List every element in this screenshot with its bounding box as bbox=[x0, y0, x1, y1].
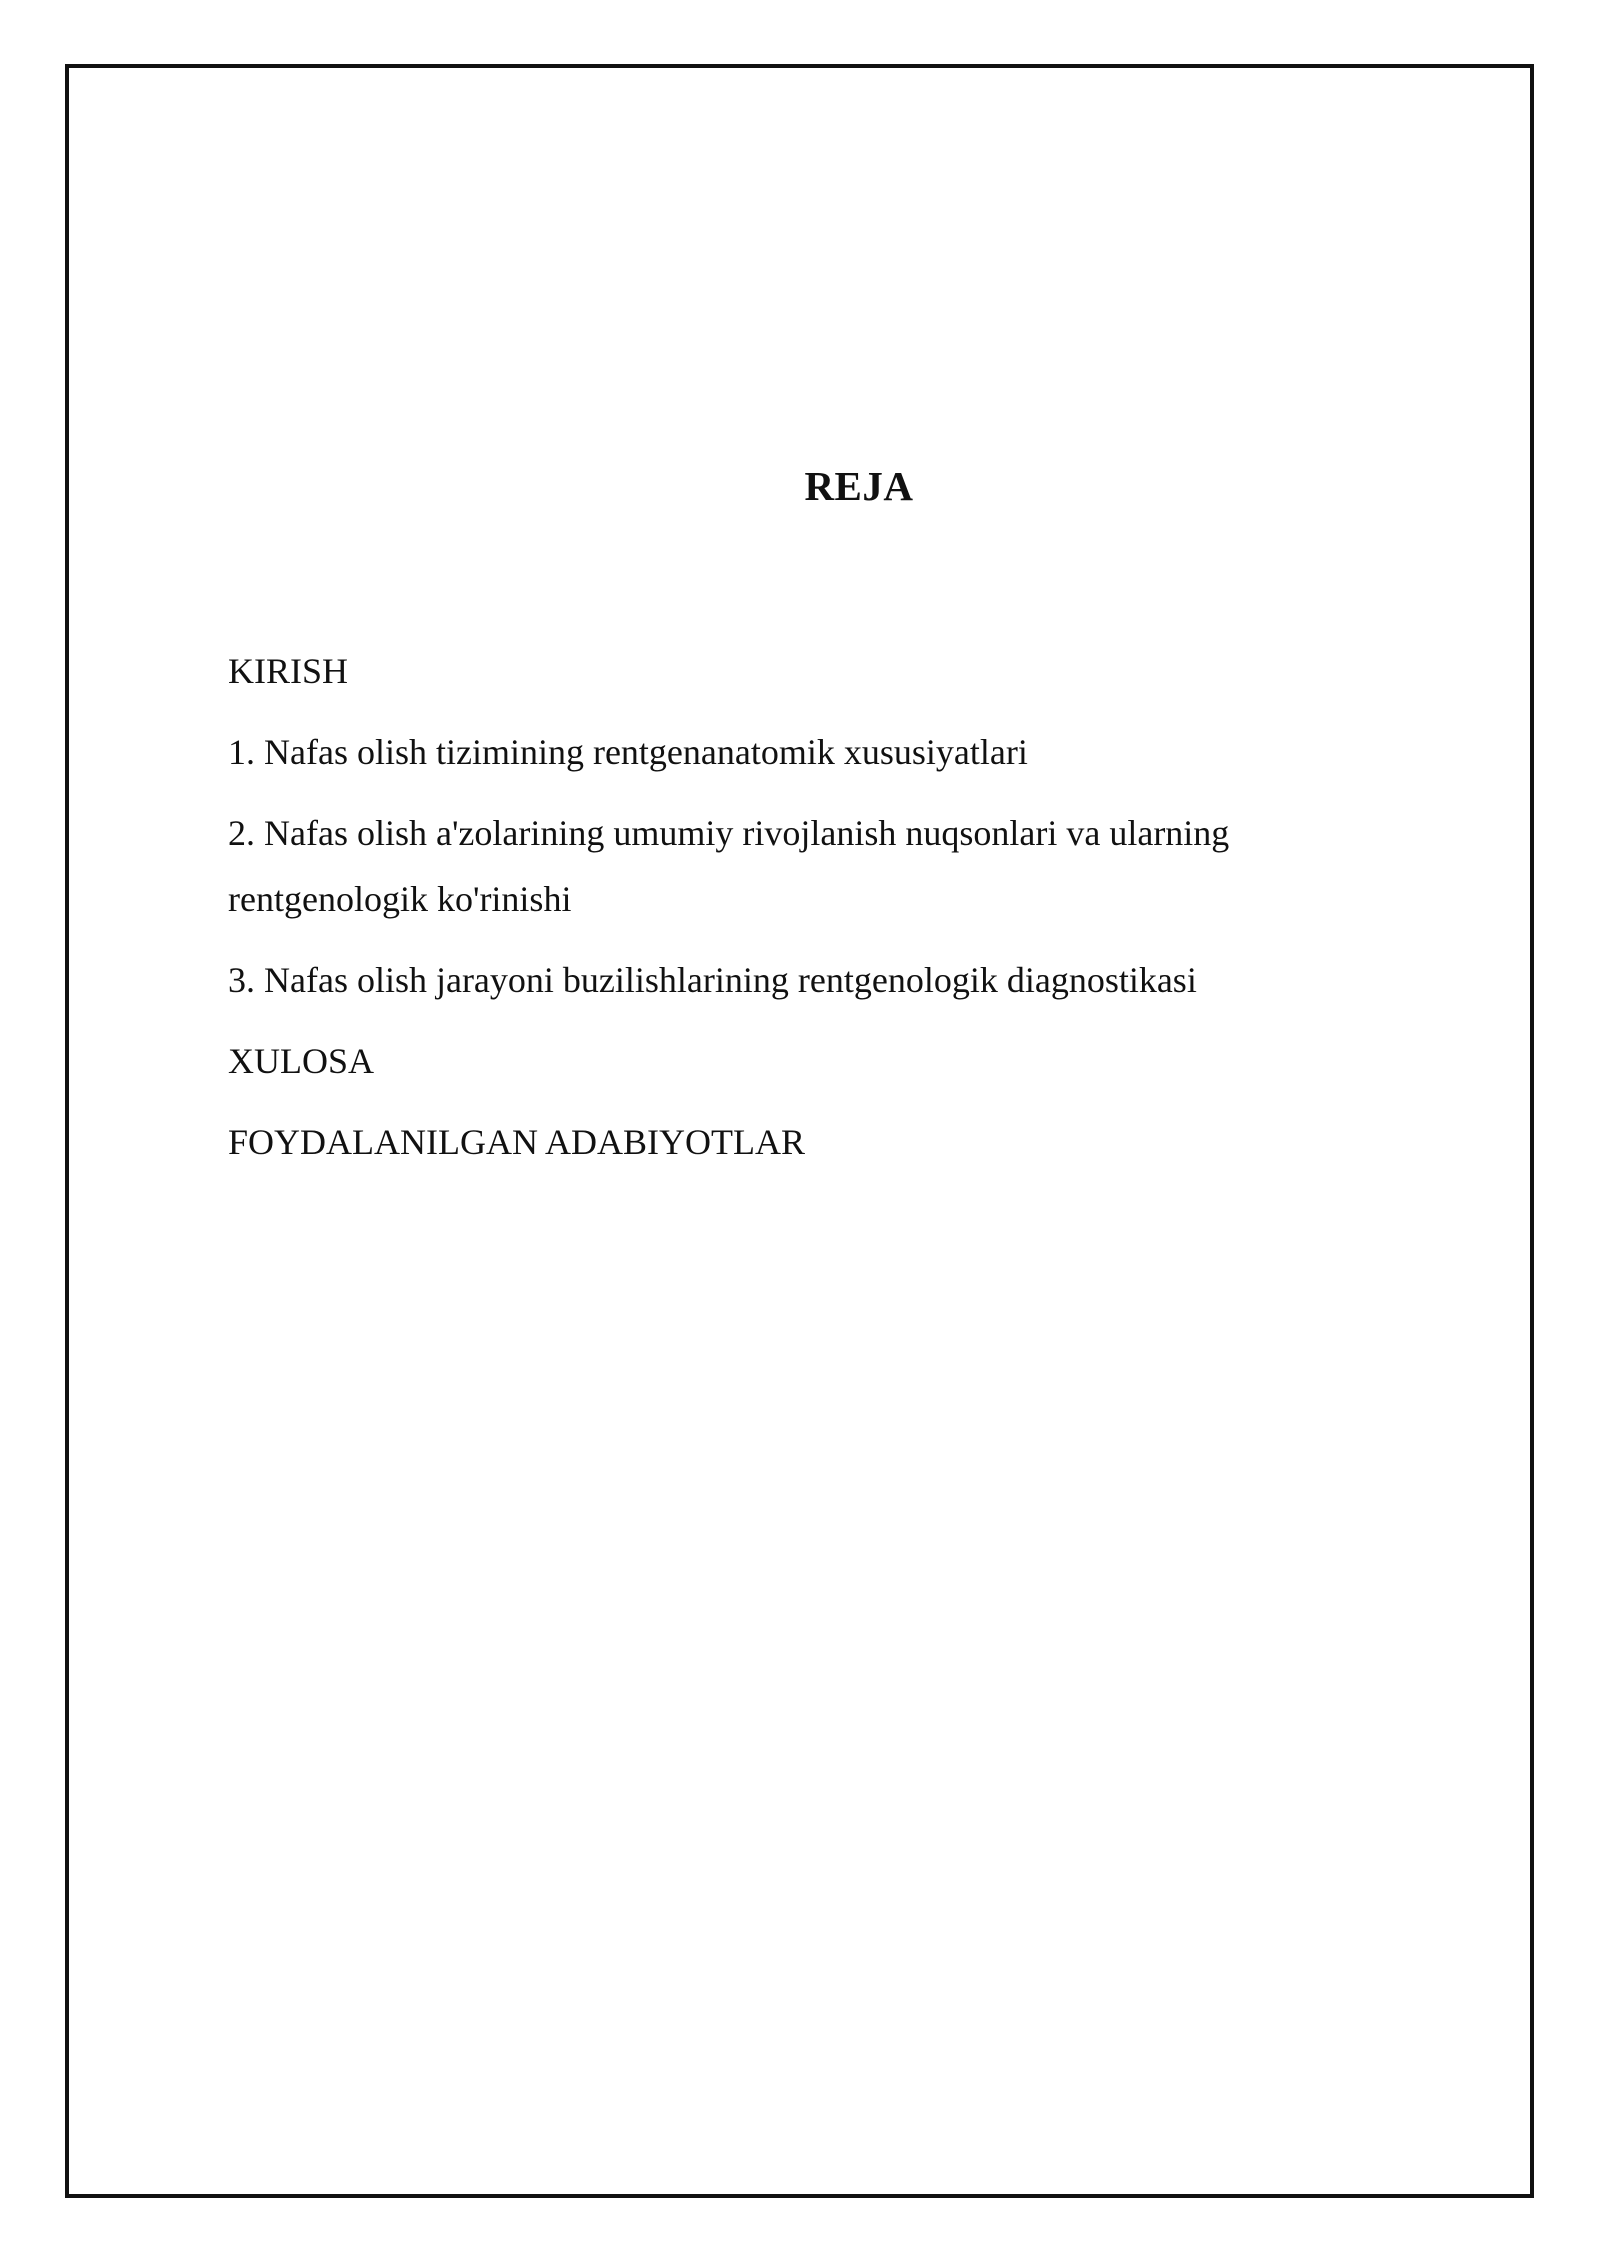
toc-item-references: FOYDALANILGAN ADABIYOTLAR bbox=[228, 1122, 805, 1162]
table-of-contents bbox=[228, 638, 1348, 1190]
page-title: REJA bbox=[804, 463, 914, 509]
toc-item-conclusion: XULOSA bbox=[228, 1041, 375, 1081]
toc-item-2-line-1: 2. Nafas olish a'zolarining umumiy rivojlanish nuqsonlari va ularning bbox=[228, 813, 1230, 853]
toc-item-intro: KIRISH bbox=[228, 651, 349, 691]
toc-item-1: 1. Nafas olish tizimining rentgenanatomik xususiyatlari bbox=[228, 732, 1028, 772]
toc-item-2-line-2: rentgenologik ko'rinishi bbox=[228, 879, 572, 919]
toc-item-3: 3. Nafas olish jarayoni buzilishlarining rentgenologik diagnostikasi bbox=[228, 960, 1197, 1000]
toc-item-2 bbox=[228, 800, 1348, 932]
